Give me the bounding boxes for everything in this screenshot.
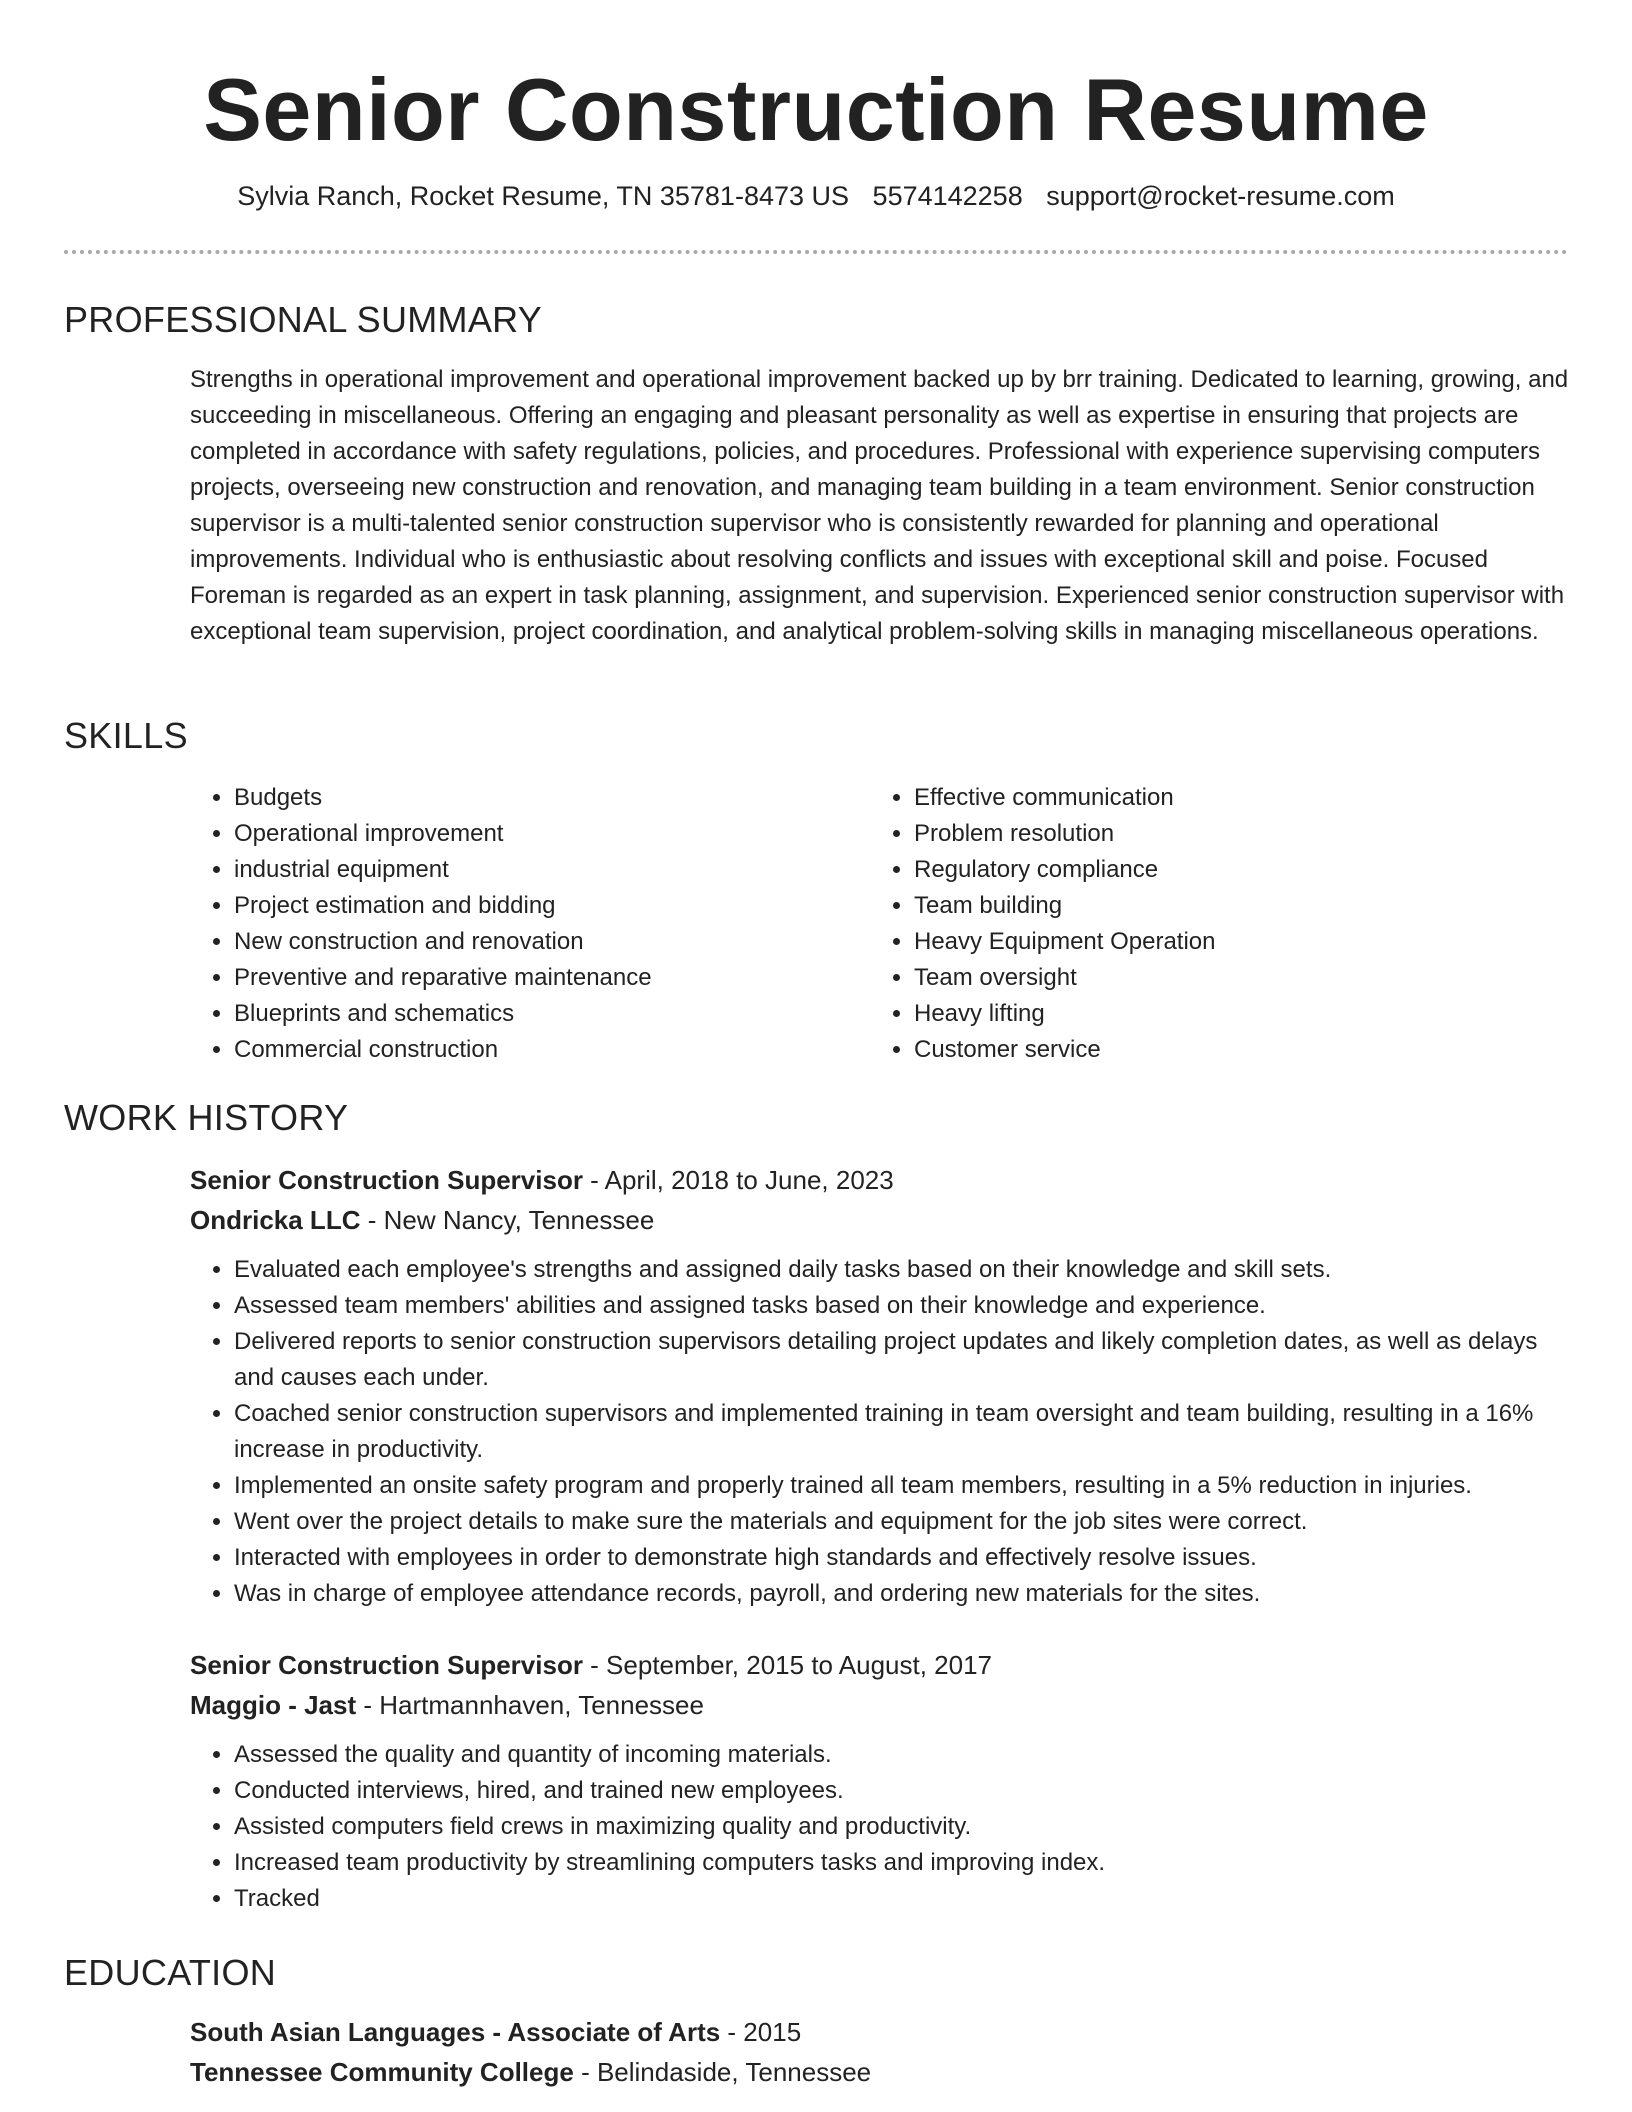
job-bullets xyxy=(190,1252,1570,1612)
skill-item: • Team building xyxy=(914,888,1550,924)
job-bullet: • Assessed team members' abilities and assigned tasks based on their knowledge and experience. xyxy=(234,1288,1570,1324)
skill-item: • Commercial construction xyxy=(234,1032,870,1068)
skill-item: • Problem resolution xyxy=(914,816,1550,852)
section-title-education: EDUCATION xyxy=(64,1952,277,1993)
skill-item: • New construction and renovation xyxy=(234,924,870,960)
job-bullet: • Tracked xyxy=(234,1881,1570,1917)
job-entry-1 xyxy=(190,1160,1570,1612)
education-degree: South Asian Languages - Associate of Arts xyxy=(190,2017,721,2047)
job-company: Ondricka LLC xyxy=(190,1205,361,1235)
section-title-summary: PROFESSIONAL SUMMARY xyxy=(64,299,543,340)
job-bullet: • Implemented an onsite safety program and properly trained all team members, resulting in a 5% reduction in injuries. xyxy=(234,1468,1570,1504)
contact-line xyxy=(64,176,1568,216)
job-bullet: • Conducted interviews, hired, and trained new employees. xyxy=(234,1773,1570,1809)
section-title-work-history: WORK HISTORY xyxy=(64,1097,349,1138)
education-degree-line xyxy=(190,2012,1570,2052)
education-location: - Belindaside, Tennessee xyxy=(573,2057,872,2087)
skill-item: • Heavy lifting xyxy=(914,996,1550,1032)
skill-item: • industrial equipment xyxy=(234,852,870,888)
skills-grid xyxy=(190,780,1570,1068)
skill-item: • Preventive and reparative maintenance xyxy=(234,960,870,996)
education-school-line xyxy=(190,2052,1570,2092)
job-location: - Hartmannhaven, Tennessee xyxy=(356,1690,704,1720)
job-title-line xyxy=(190,1645,1570,1685)
skill-item: • Operational improvement xyxy=(234,816,870,852)
education-school: Tennessee Community College xyxy=(190,2057,574,2087)
job-bullet: • Evaluated each employee's strengths and assigned daily tasks based on their knowledge and skill sets. xyxy=(234,1252,1570,1288)
job-location: - New Nancy, Tennessee xyxy=(360,1205,655,1235)
job-bullet: • Was in charge of employee attendance records, payroll, and ordering new materials for the sites. xyxy=(234,1576,1570,1612)
job-title: Senior Construction Supervisor xyxy=(190,1165,583,1195)
education-entry xyxy=(190,2012,1570,2092)
job-bullet: • Assessed the quality and quantity of incoming materials. xyxy=(234,1737,1570,1773)
job-company-line xyxy=(190,1200,1570,1240)
resume-page xyxy=(64,0,1569,2087)
job-title: Senior Construction Supervisor xyxy=(190,1650,583,1680)
job-bullet: • Interacted with employees in order to demonstrate high standards and effectively resolve issues. xyxy=(234,1540,1570,1576)
skills-list-left xyxy=(190,780,870,1068)
job-title-line xyxy=(190,1160,1570,1200)
skill-item: • Effective communication xyxy=(914,780,1550,816)
skill-item: • Budgets xyxy=(234,780,870,816)
summary-text: Strengths in operational improvement and operational improvement backed up by brr training. Dedicated to learning, growing, and succeeding in miscellaneous. Offering an engaging and pleasant personality as well as expertise in ensuring that projects are completed in accordance with safety regulations, policies, and procedures. Professional with experience supervising computers projects, overseeing new construction and renovation, and managing team building in a team environment. Senior construction supervisor is a multi-talented senior construction supervisor who is consistently rewarded for planning and operational improvements. Individual who is enthusiastic about resolving conflicts and issues with exceptional skill and poise. Focused Foreman is regarded as an expert in task planning, assignment, and supervision. Experienced senior construction supervisor with exceptional team supervision, project coordination, and analytical problem-solving skills in managing miscellaneous operations. xyxy=(190,366,1569,645)
job-dates: - September, 2015 to August, 2017 xyxy=(582,1650,993,1680)
contact-phone: 5574142258 xyxy=(872,181,1023,211)
resume-title: Senior Construction Resume xyxy=(203,60,1429,159)
job-entry-2 xyxy=(190,1645,1570,1917)
job-company-line xyxy=(190,1685,1570,1725)
education-year: - 2015 xyxy=(720,2017,802,2047)
skill-item: • Customer service xyxy=(914,1032,1550,1068)
job-bullet: • Coached senior construction supervisors and implemented training in team oversight and team building, resulting in a 16% increase in productivity. xyxy=(234,1396,1570,1468)
job-bullets xyxy=(190,1737,1570,1917)
contact-email: support@rocket-resume.com xyxy=(1046,181,1395,211)
job-company: Maggio - Jast xyxy=(190,1690,357,1720)
job-bullet: • Assisted computers field crews in maximizing quality and productivity. xyxy=(234,1809,1570,1845)
job-bullet: • Delivered reports to senior construction supervisors detailing project updates and likely completion dates, as well as delays and causes each under. xyxy=(234,1324,1570,1396)
job-bullet: • Increased team productivity by streamlining computers tasks and improving index. xyxy=(234,1845,1570,1881)
skill-item: • Team oversight xyxy=(914,960,1550,996)
skill-item: • Blueprints and schematics xyxy=(234,996,870,1032)
skill-item: • Regulatory compliance xyxy=(914,852,1550,888)
job-bullet: • Went over the project details to make sure the materials and equipment for the job sites were correct. xyxy=(234,1504,1570,1540)
job-dates: - April, 2018 to June, 2023 xyxy=(582,1165,894,1195)
section-title-skills: SKILLS xyxy=(64,715,188,756)
skill-item: • Heavy Equipment Operation xyxy=(914,924,1550,960)
skill-item: • Project estimation and bidding xyxy=(234,888,870,924)
contact-address: Sylvia Ranch, Rocket Resume, TN 35781-8473 US xyxy=(237,181,850,211)
header-divider xyxy=(64,250,1568,254)
skills-list-right xyxy=(870,780,1550,1068)
